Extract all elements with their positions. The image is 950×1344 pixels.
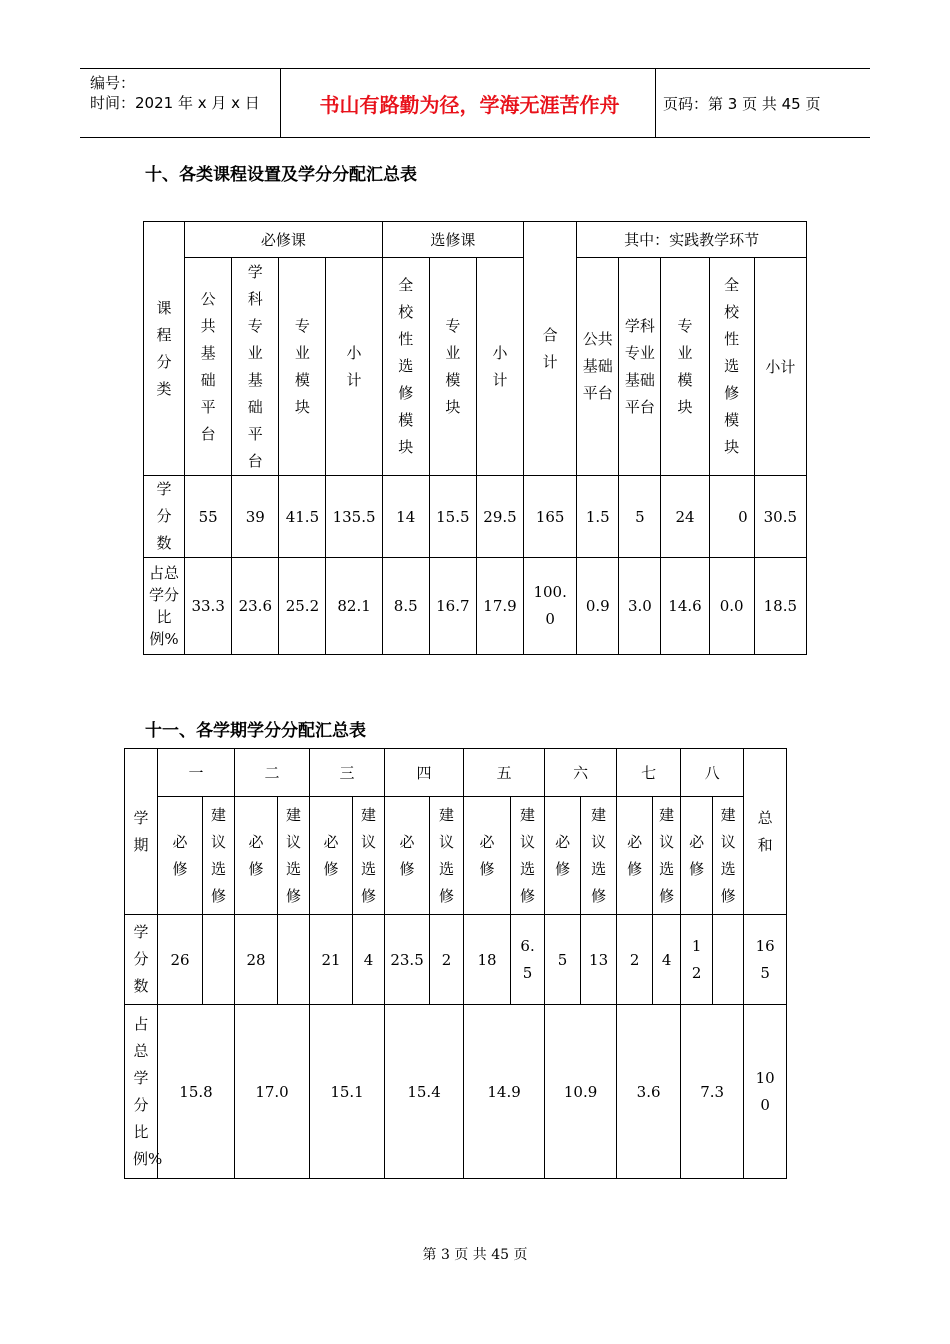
credit-cell: 41.5 xyxy=(279,476,326,558)
sub-required: 必修 xyxy=(385,797,430,915)
ratio-cell: 15.1 xyxy=(310,1005,385,1179)
ratio-cell: 10.9 xyxy=(545,1005,617,1179)
ratio-cell: 0.0 xyxy=(709,558,754,655)
credit-cell: 39 xyxy=(232,476,279,558)
credit-cell: 5 xyxy=(619,476,661,558)
sub-required: 必修 xyxy=(681,797,713,915)
sub-required: 必修 xyxy=(464,797,511,915)
practice-col-header: 全校性选修模块 xyxy=(709,258,754,476)
page-header xyxy=(80,68,870,138)
ratio-cell: 23.6 xyxy=(232,558,279,655)
credit-cell: 14 xyxy=(382,476,429,558)
ratio-cell: 15.8 xyxy=(158,1005,235,1179)
ratio-cell: 7.3 xyxy=(681,1005,744,1179)
section11-title: 十一、各学期学分分配汇总表 xyxy=(145,721,366,741)
col-header: 小计 xyxy=(476,258,523,476)
ratio-cell: 33.3 xyxy=(185,558,232,655)
credit-cell: 21 xyxy=(310,915,353,1005)
ratio-cell: 14.6 xyxy=(661,558,709,655)
ratio-total: 100 xyxy=(744,1005,787,1179)
credit-total: 165 xyxy=(744,915,787,1005)
practice-col-header: 公共基础平台 xyxy=(577,258,619,476)
row-label-ratio: 占总学分比例% xyxy=(144,558,185,655)
row-label-ratio: 占总学分比例% xyxy=(125,1005,158,1179)
credit-cell xyxy=(278,915,310,1005)
ratio-cell: 25.2 xyxy=(279,558,326,655)
sub-required: 必修 xyxy=(158,797,203,915)
ratio-cell: 17.9 xyxy=(476,558,523,655)
credit-cell: 26 xyxy=(158,915,203,1005)
ratio-cell: 3.6 xyxy=(617,1005,681,1179)
credit-cell: 24 xyxy=(661,476,709,558)
term-header: 七 xyxy=(617,749,681,797)
credit-cell: 6.5 xyxy=(511,915,545,1005)
credit-cell: 165 xyxy=(524,476,577,558)
sub-elective: 建议选修 xyxy=(353,797,385,915)
practice-col-header: 小计 xyxy=(754,258,806,476)
sub-required: 必修 xyxy=(310,797,353,915)
sub-required: 必修 xyxy=(545,797,581,915)
credit-cell: 2 xyxy=(617,915,653,1005)
row-label-credits: 学分数 xyxy=(144,476,185,558)
section10-title: 十、各类课程设置及学分分配汇总表 xyxy=(145,165,417,185)
time-label: 时间：2021 年 x 月 x 日 xyxy=(90,94,260,112)
credit-cell: 15.5 xyxy=(429,476,476,558)
credit-cell: 55 xyxy=(185,476,232,558)
sub-elective: 建议选修 xyxy=(713,797,744,915)
ratio-cell: 8.5 xyxy=(382,558,429,655)
term-header: 四 xyxy=(385,749,464,797)
credit-cell xyxy=(203,915,235,1005)
ratio-cell: 82.1 xyxy=(326,558,382,655)
ratio-cell: 14.9 xyxy=(464,1005,545,1179)
group-practice: 其中：实践教学环节 xyxy=(577,222,807,258)
credit-cell: 2 xyxy=(430,915,464,1005)
credit-cell: 0 xyxy=(709,476,754,558)
ratio-cell: 17.0 xyxy=(235,1005,310,1179)
course-credit-table xyxy=(143,221,807,655)
group-total: 合计 xyxy=(524,222,577,476)
col-header: 公共基础平台 xyxy=(185,258,232,476)
total-header: 总和 xyxy=(744,749,787,915)
term-header: 五 xyxy=(464,749,545,797)
motto: 书山有路勤为径，学海无涯苦作舟 xyxy=(319,92,620,117)
sub-elective: 建议选修 xyxy=(430,797,464,915)
practice-col-header: 专业模块 xyxy=(661,258,709,476)
ratio-cell: 18.5 xyxy=(754,558,806,655)
header-meta xyxy=(90,73,260,113)
practice-col-header: 学科专业基础平台 xyxy=(619,258,661,476)
ratio-cell: 100.0 xyxy=(524,558,577,655)
ratio-cell: 3.0 xyxy=(619,558,661,655)
credit-cell: 18 xyxy=(464,915,511,1005)
credit-cell: 23.5 xyxy=(385,915,430,1005)
sub-required: 必修 xyxy=(617,797,653,915)
credit-cell: 5 xyxy=(545,915,581,1005)
col-header: 专业模块 xyxy=(429,258,476,476)
term-credit-table xyxy=(124,748,787,1179)
ratio-cell: 16.7 xyxy=(429,558,476,655)
term-header: 六 xyxy=(545,749,617,797)
ratio-cell: 15.4 xyxy=(385,1005,464,1179)
sub-elective: 建议选修 xyxy=(653,797,681,915)
credit-cell: 28 xyxy=(235,915,278,1005)
credit-cell: 135.5 xyxy=(326,476,382,558)
ratio-cell: 0.9 xyxy=(577,558,619,655)
credit-cell: 1.5 xyxy=(577,476,619,558)
page-info: 页码：第 3 页 共 45 页 xyxy=(663,94,821,113)
header-divider xyxy=(655,69,656,137)
sub-elective: 建议选修 xyxy=(581,797,617,915)
col-header: 小计 xyxy=(326,258,382,476)
term-header: 三 xyxy=(310,749,385,797)
term-header: 八 xyxy=(681,749,744,797)
page-footer: 第 3 页 共 45 页 xyxy=(422,1247,528,1263)
sub-elective: 建议选修 xyxy=(511,797,545,915)
row-label-term: 学期 xyxy=(125,749,158,915)
term-header: 二 xyxy=(235,749,310,797)
credit-cell: 12 xyxy=(681,915,713,1005)
credit-cell: 30.5 xyxy=(754,476,806,558)
header-divider xyxy=(280,69,281,137)
serial-label: 编号： xyxy=(90,74,136,92)
credit-cell: 13 xyxy=(581,915,617,1005)
sub-elective: 建议选修 xyxy=(203,797,235,915)
credit-cell: 4 xyxy=(353,915,385,1005)
group-required: 必修课 xyxy=(185,222,383,258)
col-header: 专业模块 xyxy=(279,258,326,476)
credit-cell: 29.5 xyxy=(476,476,523,558)
credit-cell: 4 xyxy=(653,915,681,1005)
col-header: 学科专业基础平台 xyxy=(232,258,279,476)
row-label-category: 课程分类 xyxy=(144,222,185,476)
credit-cell xyxy=(713,915,744,1005)
col-header: 全校性选修模块 xyxy=(382,258,429,476)
term-header: 一 xyxy=(158,749,235,797)
row-label-credits: 学分数 xyxy=(125,915,158,1005)
sub-required: 必修 xyxy=(235,797,278,915)
sub-elective: 建议选修 xyxy=(278,797,310,915)
group-elective: 选修课 xyxy=(382,222,523,258)
